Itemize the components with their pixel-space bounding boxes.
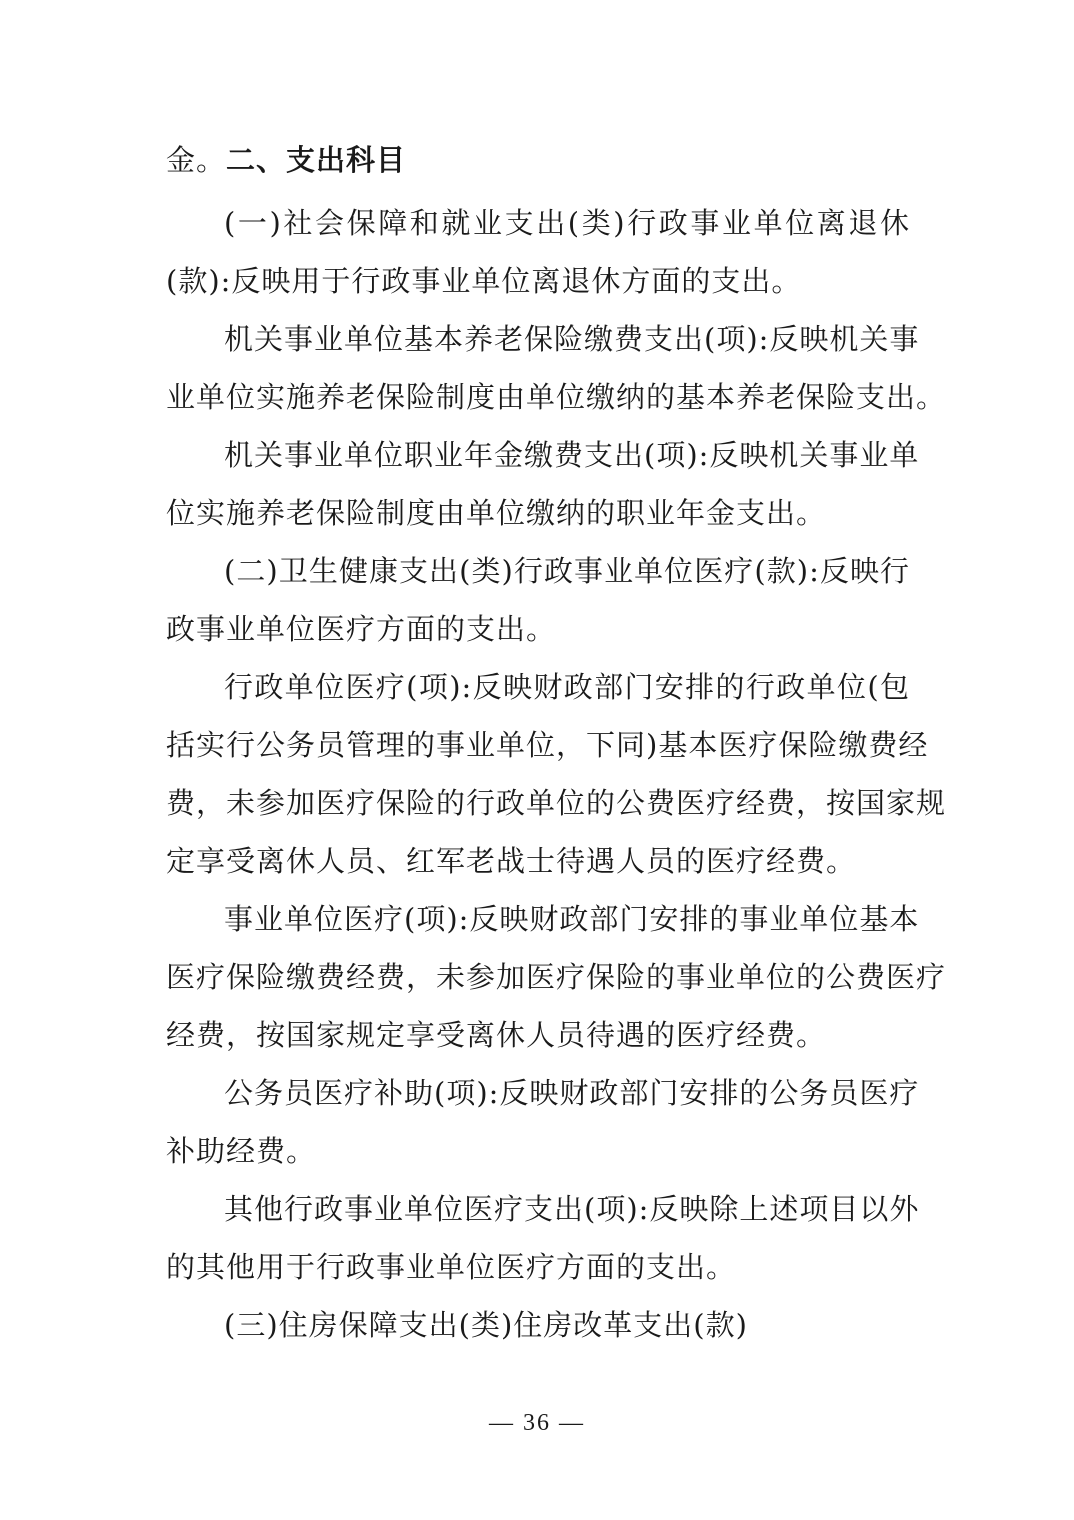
page-number: — 36 — [489, 1410, 585, 1436]
paragraph-line: 其他行政事业单位医疗支出(项):反映除上述项目以外 [224, 1192, 920, 1226]
paragraph-line: (二)卫生健康支出(类)行政事业单位医疗(款):反映行 [224, 554, 910, 588]
paragraph [166, 310, 947, 426]
paragraph [166, 890, 947, 1064]
paragraph-line: 定享受离休人员、红军老战士待遇人员的医疗经费。 [166, 844, 857, 878]
paragraph [166, 542, 910, 658]
paragraph [166, 1296, 910, 1354]
paragraph-line: 费，未参加医疗保险的行政单位的公费医疗经费，按国家规 [166, 786, 947, 820]
paragraph-line: 医疗保险缴费经费，未参加医疗保险的事业单位的公费医疗 [166, 960, 947, 994]
paragraph [166, 1064, 920, 1180]
paragraph-line: 机关事业单位基本养老保险缴费支出(项):反映机关事 [224, 322, 920, 356]
paragraph-line: 行政单位医疗(项):反映财政部门安排的行政单位(包 [224, 670, 910, 704]
opening-prefix: 金。 [166, 143, 227, 177]
paragraph-line: 补助经费。 [166, 1134, 317, 1168]
paragraph-line: 事业单位医疗(项):反映财政部门安排的事业单位基本 [224, 902, 920, 936]
paragraph-line: 位实施养老保险制度由单位缴纳的职业年金支出。 [166, 496, 827, 530]
paragraph-line: 机关事业单位职业年金缴费支出(项):反映机关事业单 [224, 438, 920, 472]
paragraph [166, 194, 910, 310]
paragraph-line: 业单位实施养老保险制度由单位缴纳的基本养老保险支出。 [166, 380, 947, 414]
paragraph-line: 经费，按国家规定享受离休人员待遇的医疗经费。 [166, 1018, 827, 1052]
paragraph [166, 1180, 920, 1296]
paragraph-line: (款):反映用于行政事业单位离退休方面的支出。 [166, 264, 802, 298]
paragraph [166, 658, 947, 890]
document-body [166, 136, 947, 1354]
paragraph-line: (一)社会保障和就业支出(类)行政事业单位离退休 [224, 206, 910, 240]
paragraph-list [166, 194, 947, 1354]
opening-line [166, 136, 910, 184]
paragraph-line: (三)住房保障支出(类)住房改革支出(款) [224, 1308, 748, 1342]
paragraph [166, 426, 920, 542]
paragraph-line: 的其他用于行政事业单位医疗方面的支出。 [166, 1250, 737, 1284]
paragraph-line: 公务员医疗补助(项):反映财政部门安排的公务员医疗 [224, 1076, 920, 1110]
section-heading: 二、支出科目 [226, 143, 407, 177]
paragraph-line: 政事业单位医疗方面的支出。 [166, 612, 557, 646]
paragraph-line: 括实行公务员管理的事业单位，下同)基本医疗保险缴费经 [166, 728, 929, 762]
